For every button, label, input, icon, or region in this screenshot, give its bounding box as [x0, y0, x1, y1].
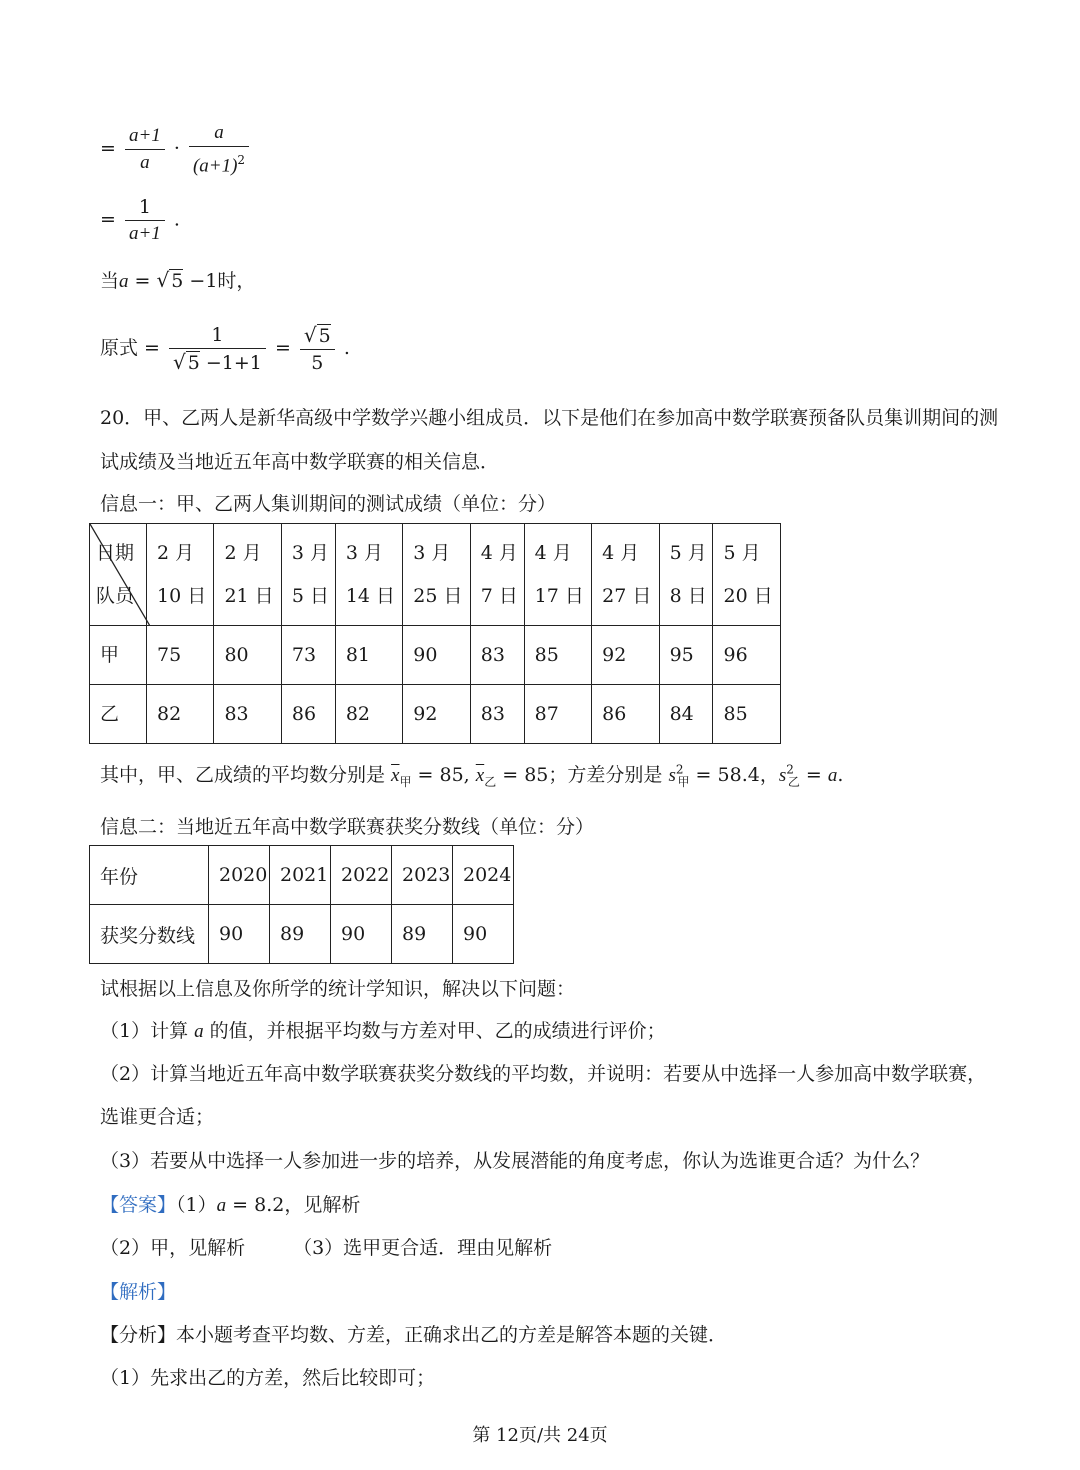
score-cell: 84 [659, 685, 713, 744]
tasks-intro: 试根据以上信息及你所学的统计学知识，解决以下问题： [100, 978, 576, 1000]
superscript: 2 [786, 762, 794, 777]
table-header-cell: 2024 [453, 846, 514, 905]
task-1 [100, 1016, 666, 1043]
task-2-line-1: （2）计算当地近五年高中数学联赛获奖分数线的平均数，并说明：若要从中选择一人参加高中数学联赛， [100, 1063, 987, 1085]
math-step-1 [100, 120, 252, 179]
denominator: 5 [311, 352, 324, 374]
score-cell: 90 [403, 626, 470, 685]
variable: a [194, 1021, 204, 1042]
date-cell: 4 月 17 日 [524, 524, 591, 626]
math-condition [100, 266, 255, 293]
date-cell: 4 月 27 日 [592, 524, 659, 626]
condition-tail: −1时， [183, 270, 256, 292]
page-footer: 第 12页/共 24页 [472, 1425, 608, 1446]
numerator: √ 5 [300, 322, 335, 350]
info-2-heading: 信息二：当地近五年高中数学联赛获奖分数线（单位：分） [100, 816, 595, 838]
table-cell: 89 [270, 905, 331, 964]
table-cell: 90 [453, 905, 514, 964]
score-cell: 83 [470, 685, 524, 744]
fraction [125, 194, 165, 247]
denominator: √ 5 −1+1 [173, 350, 262, 374]
score-cell: 81 [335, 626, 402, 685]
table-header-cell: 年份 [90, 846, 209, 905]
score-cell: 83 [470, 626, 524, 685]
equals-sign: = [100, 137, 116, 160]
math-step-2 [100, 194, 180, 247]
sqrt-symbol: √ [156, 268, 170, 292]
date-cell: 2 月 10 日 [147, 524, 214, 626]
table-header-row [90, 846, 514, 905]
superscript: 2 [675, 762, 684, 777]
math-result [100, 322, 350, 376]
date-cell: 3 月 14 日 [335, 524, 402, 626]
date-cell: 4 月 7 日 [470, 524, 524, 626]
score-cell: 87 [524, 685, 591, 744]
mean-value: = 85, [411, 764, 476, 786]
score-cell: 82 [335, 685, 402, 744]
subscript: 乙 [787, 774, 800, 789]
variance-symbol: s [778, 765, 787, 786]
means-line [100, 760, 843, 790]
numerator: a [189, 120, 249, 147]
score-cell: 92 [592, 626, 659, 685]
variance-prefix: ；方差分别是 [548, 764, 669, 786]
radicand: 5 [171, 270, 184, 292]
mean-value: = 85 [496, 764, 549, 786]
answer-line-2 [100, 1233, 552, 1260]
multiply-dot: · [173, 137, 180, 160]
answer-tag: 【答案】 [100, 1194, 177, 1216]
denominator: a+1 [128, 223, 161, 244]
means-prefix: 其中，甲、乙成绩的平均数分别是 [100, 764, 392, 786]
equals-sign: = [274, 337, 297, 359]
task-3: （3）若要从中选择一人参加进一步的培养，从发展潜能的角度考虑，你认为选谁更合适？为什么？ [100, 1150, 930, 1172]
threshold-table [89, 845, 514, 964]
corner-cell [90, 524, 147, 626]
table-row [90, 905, 514, 964]
score-cell: 85 [713, 685, 781, 744]
mean-symbol: $\overline{x}$ [391, 765, 400, 786]
period: . [343, 337, 350, 359]
score-cell: 86 [281, 685, 335, 744]
date-cell: 5 月 8 日 [659, 524, 713, 626]
answer-value: = 8.2 [226, 1194, 285, 1216]
score-cell: 92 [403, 685, 470, 744]
diagonal-line [90, 524, 150, 626]
denominator: a [140, 152, 150, 174]
variable: a [216, 1195, 227, 1216]
analysis-step-1: （1）先求出乙的方差，然后比较即可； [100, 1367, 436, 1389]
answer-part-3: （3）选甲更合适．理由见解析 [293, 1237, 553, 1259]
score-cell: 96 [713, 626, 781, 685]
when-label: 当 [100, 270, 120, 292]
answer-part-label: （1） [176, 1194, 217, 1216]
task-1-text: 的值，并根据平均数与方差对甲、乙的成绩进行评价； [203, 1020, 666, 1042]
fraction [300, 322, 335, 376]
analysis-tag: 【解析】 [100, 1281, 177, 1303]
member-name-cell: 乙 [90, 685, 147, 744]
fraction [169, 322, 266, 376]
date-cell: 3 月 25 日 [403, 524, 470, 626]
score-cell: 95 [659, 626, 713, 685]
period: . [173, 208, 180, 231]
variable: a [827, 765, 838, 786]
table-cell: 90 [209, 905, 270, 964]
equals-sign: = [128, 270, 157, 292]
equals-sign: = [799, 764, 828, 786]
denominator: $(a+1)^2$ [192, 153, 246, 177]
answer-tail: ，见解析 [284, 1194, 361, 1216]
table-header-cell: 2023 [392, 846, 453, 905]
question-line-2: 试成绩及当地近五年高中数学联赛的相关信息． [100, 451, 500, 473]
corner-bottom-label: 队员 [96, 584, 135, 607]
table-header-cell: 2020 [209, 846, 270, 905]
table-cell: 90 [331, 905, 392, 964]
variance-value: = 58.4， [689, 764, 779, 786]
score-cell: 83 [214, 685, 281, 744]
task-2-line-2: 选谁更合适； [100, 1106, 215, 1128]
numerator: 1 [169, 322, 266, 349]
subscript: 甲 [399, 774, 412, 789]
question-line-1: 20．甲、乙两人是新华高级中学数学兴趣小组成员．以下是他们在参加高中数学联赛预备队员集训期间的测 [100, 407, 999, 429]
period: . [837, 764, 844, 786]
member-name-cell: 甲 [90, 626, 147, 685]
answer-line-1 [100, 1190, 360, 1217]
fenxi-line [100, 1320, 727, 1347]
table-header-row [90, 524, 781, 626]
result-label: 原式 = [100, 337, 166, 359]
numerator: a+1 [125, 123, 165, 150]
date-cell: 2 月 21 日 [214, 524, 281, 626]
info-1-heading: 信息一：甲、乙两人集训期间的测试成绩（单位：分） [100, 493, 557, 515]
table-header-cell: 2022 [331, 846, 392, 905]
fenxi-tag: 【分析】 [100, 1324, 177, 1346]
table-header-cell: 2021 [270, 846, 331, 905]
fraction [189, 120, 249, 179]
subscript: 甲 [677, 774, 690, 789]
table-row [90, 685, 781, 744]
corner-top-label: 日期 [96, 541, 135, 564]
score-cell: 75 [147, 626, 214, 685]
variance-symbol: s [668, 765, 676, 786]
variable: a [119, 271, 129, 292]
mean-symbol: $\overline{x}$ [475, 765, 485, 786]
table-row [90, 626, 781, 685]
score-cell: 82 [147, 685, 214, 744]
fraction [125, 123, 165, 176]
numerator: 1 [125, 194, 165, 221]
score-cell: 86 [592, 685, 659, 744]
scores-table [89, 523, 781, 744]
score-cell: 85 [524, 626, 591, 685]
table-cell: 获奖分数线 [90, 905, 209, 964]
score-cell: 73 [281, 626, 335, 685]
equals-sign: = [100, 208, 116, 231]
score-cell: 80 [214, 626, 281, 685]
fenxi-text: 本小题考查平均数、方差，正确求出乙的方差是解答本题的关键． [176, 1324, 728, 1346]
table-cell: 89 [392, 905, 453, 964]
date-cell: 5 月 20 日 [713, 524, 781, 626]
date-cell: 3 月 5 日 [281, 524, 335, 626]
subscript: 乙 [484, 774, 497, 789]
answer-part-2: （2）甲，见解析 [100, 1237, 246, 1259]
task-1-prefix: （1）计算 [100, 1020, 195, 1042]
